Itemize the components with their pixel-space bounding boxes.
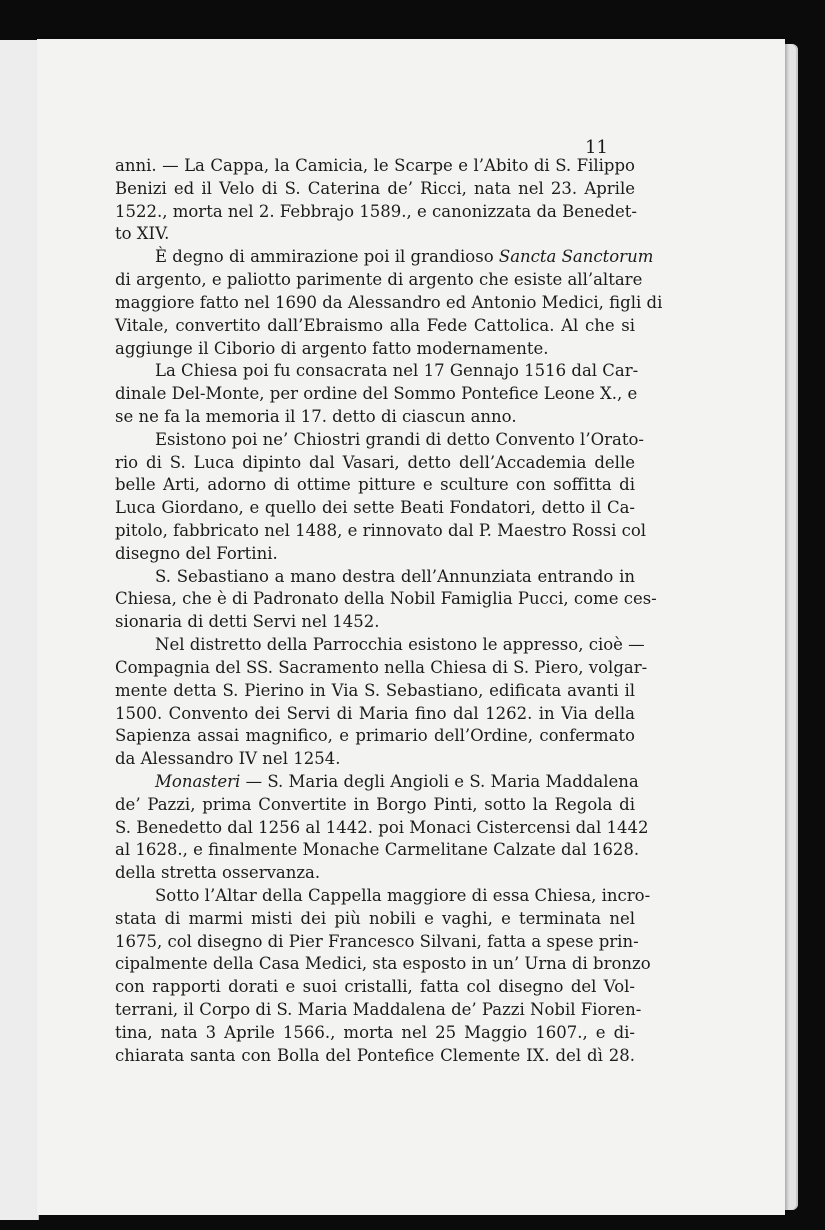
text-line: chiarata santa con Bolla del Pontefice Clemente IX. del dì 28. xyxy=(115,1045,635,1065)
text-line: anni. — La Cappa, la Camicia, le Scarpe e l’Abito di S. Filippo xyxy=(115,156,635,175)
text-line: Chiesa, che è di Padronato della Nobil Famiglia Pucci, come ces- xyxy=(115,589,657,609)
text-line: con rapporti dorati e suoi cristalli, fatta col disegno del Vol- xyxy=(115,977,635,997)
text-line: S. Sebastiano a mano destra dell’Annunziata entrando in xyxy=(155,566,635,586)
text-line: 1500. Convento dei Servi di Maria fino dal 1262. in Via della xyxy=(115,703,635,723)
text-line: da Alessandro IV nel 1254. xyxy=(115,749,341,769)
text-line: aggiunge il Ciborio di argento fatto modernamente. xyxy=(115,338,549,358)
text-line: Benizi ed il Velo di S. Caterina de’ Ricci, nata nel 23. Aprile xyxy=(115,178,635,198)
page-number: 11 xyxy=(585,137,608,158)
text-line: sionaria di detti Servi nel 1452. xyxy=(115,612,380,632)
text-line: disegno del Fortini. xyxy=(115,543,278,563)
text-line: se ne fa la memoria il 17. detto di ciascun anno. xyxy=(115,406,517,426)
text-line: belle Arti, adorno di ottime pitture e sculture con soffitta di xyxy=(115,475,635,495)
text-line: al 1628., e finalmente Monache Carmelitane Calzate dal 1628. xyxy=(115,840,640,860)
text-line: 1522., morta nel 2. Febbrajo 1589., e canonizzata da Benedet- xyxy=(115,201,637,221)
text-line: della stretta osservanza. xyxy=(115,863,321,883)
text-line: La Chiesa poi fu consacrata nel 17 Gennajo 1516 dal Car- xyxy=(155,361,639,381)
text-line: Compagnia del SS. Sacramento nella Chiesa di S. Piero, volgar- xyxy=(115,657,648,677)
text-line: stata di marmi misti dei più nobili e vaghi, e terminata nel xyxy=(115,908,635,928)
text-line: È degno di ammirazione poi il grandioso Sancta Sanctorum xyxy=(155,247,654,267)
text-line: S. Benedetto dal 1256 al 1442. poi Monaci Cistercensi dal 1442 xyxy=(115,817,649,837)
text-line: Monasteri — S. Maria degli Angioli e S. Maria Maddalena xyxy=(155,771,639,791)
body-text xyxy=(115,155,663,1068)
text-line: Sotto l’Altar della Cappella maggiore di essa Chiesa, incro- xyxy=(155,886,651,905)
text-line: mente detta S. Pierino in Via S. Sebastiano, edificata avanti il xyxy=(115,680,635,700)
text-line: di argento, e paliotto parimente di argento che esiste all’altare xyxy=(115,270,643,290)
text-line: Vitale, convertito dall’Ebraismo alla Fede Cattolica. Al che si xyxy=(115,315,635,335)
text-line: tina, nata 3 Aprile 1566., morta nel 25 Maggio 1607., e di- xyxy=(115,1022,635,1042)
text-line: cipalmente della Casa Medici, sta esposto in un’ Urna di bronzo xyxy=(115,954,651,974)
adjacent-left-page xyxy=(0,40,39,1220)
text-line: Esistono poi ne’ Chiostri grandi di detto Convento l’Orato- xyxy=(155,429,644,449)
text-line: rio di S. Luca dipinto dal Vasari, detto dell’Accademia delle xyxy=(115,452,635,472)
text-line: maggiore fatto nel 1690 da Alessandro ed Antonio Medici, figli di xyxy=(115,292,663,312)
text-line: Nel distretto della Parrocchia esistono le appresso, cioè — xyxy=(155,635,645,655)
text-line: terrani, il Corpo di S. Maria Maddalena de’ Pazzi Nobil Fioren- xyxy=(115,1000,642,1020)
text-line: Sapienza assai magnifico, e primario dell’Ordine, confermato xyxy=(115,726,635,746)
text-line: to XIV. xyxy=(115,224,170,244)
text-line: de’ Pazzi, prima Convertite in Borgo Pinti, sotto la Regola di xyxy=(115,794,635,814)
text-line: 1675, col disegno di Pier Francesco Silvani, fatta a spese prin- xyxy=(115,931,639,951)
text-line: Luca Giordano, e quello dei sette Beati Fondatori, detto il Ca- xyxy=(115,498,635,518)
text-line: dinale Del-Monte, per ordine del Sommo Pontefice Leone X., e xyxy=(115,384,638,404)
text-line: pitolo, fabbricato nel 1488, e rinnovato dal P. Maestro Rossi col xyxy=(115,521,647,540)
